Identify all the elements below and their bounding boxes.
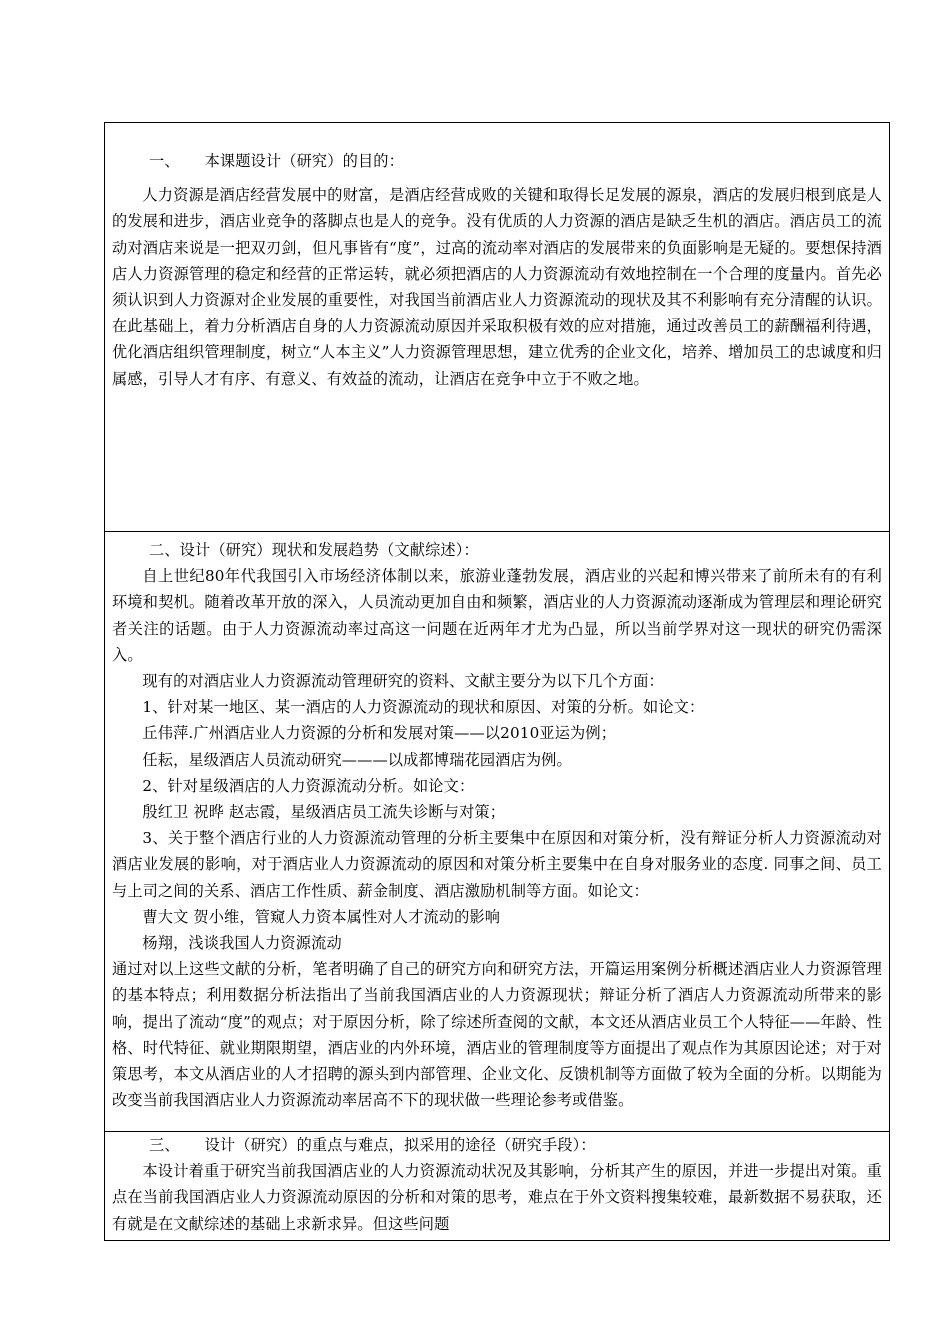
section-2-reference: 丘伟萍.广州酒店业人力资源的分析和发展对策——以2010亚运为例；: [142, 724, 617, 743]
row-divider-1: [105, 531, 889, 532]
section-2-paragraph: 现有的对酒店业人力资源流动管理研究的资料、文献主要分为以下几个方面：: [142, 672, 664, 691]
section-2-reference: 殷红卫 祝晔 赵志霞，星级酒店员工流失诊断与对策；: [142, 803, 506, 822]
section-2-list-item: 2、针对星级酒店的人力资源流动分析。如论文：: [142, 776, 475, 795]
section-2-heading: 二、设计（研究）现状和发展趋势（文献综述）：: [149, 541, 479, 559]
section-2-summary: 通过对以上这些文献的分析，笔者明确了自己的研究方向和研究方法，开篇运用案例分析概述酒店业人力资源管理的基本特点；利用数据分析法指出了当前我国酒店业的人力资源现状；辩证分析了酒店人力资源流动所带来的影响，提出了流动“度”的观点；对于原因分析，除了综述所查阅的文献，本文还从酒店业员工个人特征——年龄、性格、时代特征、就业期限期望，酒店业的内外环境，酒店业的管理制度等方面提出了观点作为其原因论述；对于对策思考，本文从酒店业的人才招聘的源头到内部管理、企业文化、反馈机制等方面做了较为全面的分析。以期能为改变当前我国酒店业人力资源流动率居高不下的现状做一些理论参考或借鉴。: [112, 960, 882, 1110]
section-2-reference: 曹大文 贺小维，管窥人力资本属性对人才流动的影响: [142, 907, 501, 926]
section-3-paragraph: 本设计着重于研究当前我国酒店业的人力资源流动状况及其影响，分析其产生的原因，并进一步提出对策。重点在当前我国酒店业人力资源流动原因的分析和对策的思考，难点在于外文资料搜集较难，最新数据不易获取，还有就是在文献综述的基础上求新求异。但这些问题: [112, 1162, 882, 1233]
section-1-paragraph: 人力资源是酒店经营发展中的财富，是酒店经营成败的关键和取得长足发展的源泉，酒店的发展归根到底是人的发展和进步，酒店业竞争的落脚点也是人的竞争。没有优质的人力资源的酒店是缺乏生机的酒店。酒店员工的流动对酒店来说是一把双刃剑，但凡事皆有“度”，过高的流动率对酒店的发展带来的负面影响是无疑的。要想保持酒店人力资源管理的稳定和经营的正常运转，就必须把酒店的人力资源流动有效地控制在一个合理的度量内。首先必须认识到人力资源对企业发展的重要性，对我国当前酒店业人力资源流动的现状及其不利影响有充分清醒的认识。在此基础上，着力分析酒店自身的人力资源流动原因并采取积极有效的应对措施，通过改善员工的薪酬福利待遇，优化酒店组织管理制度，树立“人本主义”人力资源管理思想，建立优秀的企业文化，培养、增加员工的忠诚度和归属感，引导人才有序、有意义、有效益的流动，让酒店在竞争中立于不败之地。: [112, 186, 882, 388]
section-3-heading: 三、 设计（研究）的重点与难点，拟采用的途径（研究手段）：: [149, 1136, 596, 1154]
section-purpose: [112, 148, 882, 392]
section-2-list-item: 3、关于整个酒店行业的人力资源流动管理的分析主要集中在原因和对策分析，没有辩证分析人力资源流动对酒店业发展的影响，对于酒店业人力资源流动的原因和对策分析主要集中在自身对服务业的态度. 同事之间、员工与上司之间的关系、酒店工作性质、薪金制度、酒店激励机制等方面。如论文：: [112, 829, 882, 900]
section-2-paragraph: 自上世纪80年代我国引入市场经济体制以来，旅游业蓬勃发展，酒店业的兴起和博兴带来了前所未有的有利环境和契机。随着改革开放的深入，人员流动更加自由和频繁，酒店业的人力资源流动逐渐成为管理层和理论研究者关注的话题。由于人力资源流动率过高这一问题在近两年才尤为凸显，所以当前学界对这一现状的研究仍需深入。: [112, 567, 882, 664]
section-2-reference: 任耘，星级酒店人员流动研究———以成都博瑞花园酒店为例。: [142, 750, 572, 769]
section-1-heading: 一、 本课题设计（研究）的目的：: [149, 152, 404, 170]
proposal-table: [104, 122, 890, 1241]
section-2-list-item: 1、针对某一地区、某一酒店的人力资源流动的现状和原因、对策的分析。如论文：: [142, 698, 705, 717]
section-key-points: [112, 1132, 882, 1237]
section-2-reference: 杨翔，浅谈我国人力资源流动: [142, 934, 342, 953]
section-literature-review: [112, 537, 882, 1113]
